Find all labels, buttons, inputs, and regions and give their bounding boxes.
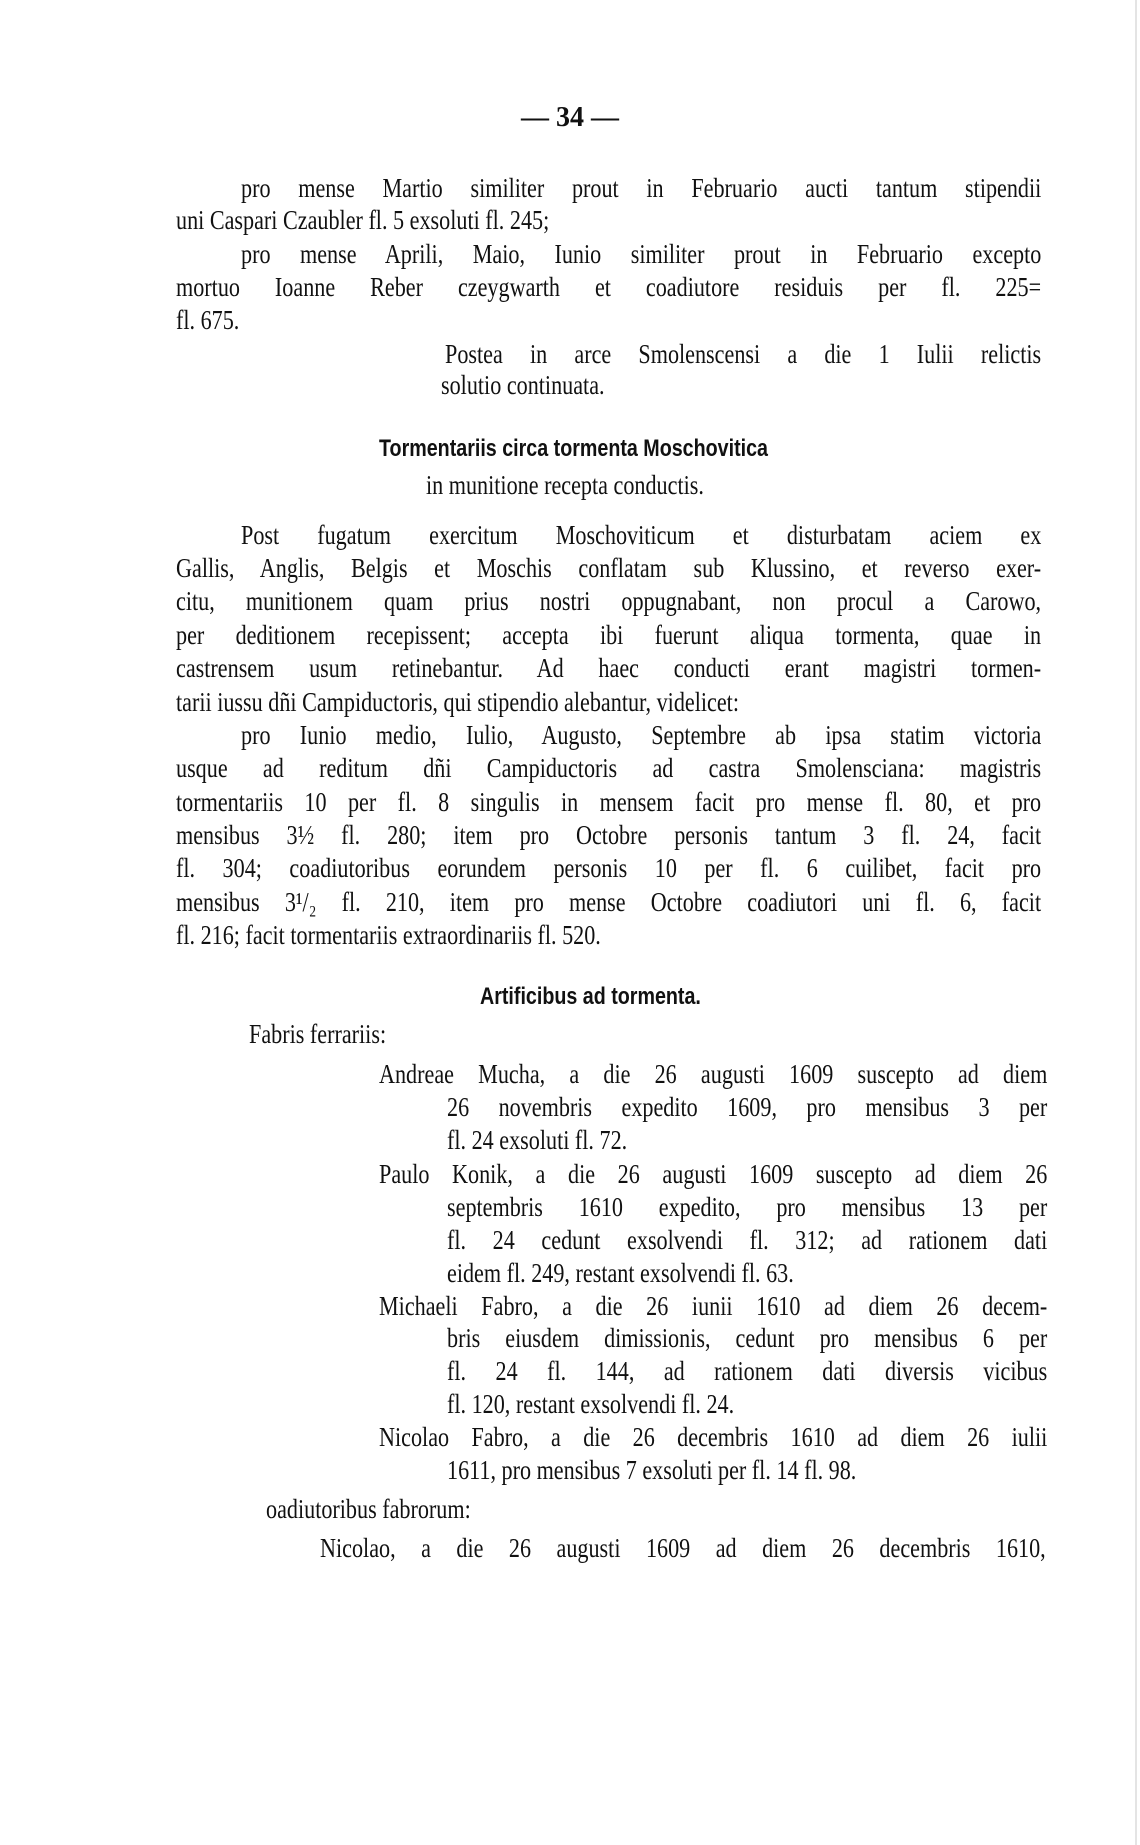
entry-line: 1611, pro mensibus 7 exsoluti per fl. 14 fl. 98. <box>447 1455 857 1485</box>
scan-edge <box>1135 0 1137 1845</box>
text-line: solutio continuata. <box>441 370 605 400</box>
entry-line: Nicolao, a die 26 augusti 1609 ad diem 26 decembris 1610, <box>320 1533 1046 1563</box>
text-line: pro mense Martio similiter prout in Februario aucti tantum stipendii <box>241 173 1042 203</box>
section-subheading: in munitione recepta conductis. <box>426 470 704 500</box>
entry-line: Andreae Mucha, a die 26 augusti 1609 suscepto ad diem <box>379 1059 1048 1089</box>
text-line: usque ad reditum dñi Campiductoris ad castra Smolensciana: magistris <box>176 753 1042 783</box>
text-line: tarii iussu dñi Campiductoris, qui stipendio alebantur, videlicet: <box>176 687 739 717</box>
subsection-label: Fabris ferrariis: <box>249 1019 387 1049</box>
text-line: Post fugatum exercitum Moschoviticum et disturbatam aciem ex <box>241 520 1042 550</box>
text-line: citu, munitionem quam prius nostri oppugnabant, non procul a Carowo, <box>176 586 1042 616</box>
text-line: fl. 304; coadiutoribus eorundem personis 10 per fl. 6 cuilibet, facit pro <box>176 853 1042 883</box>
entry-line: Paulo Konik, a die 26 augusti 1609 suscepto ad diem 26 <box>379 1159 1048 1189</box>
text-line: Gallis, Anglis, Belgis et Moschis conflatam sub Klussino, et reverso exer- <box>176 553 1042 583</box>
entry-line: fl. 24 cedunt exsolvendi fl. 312; ad rationem dati <box>447 1225 1048 1255</box>
text-line: mensibus 3¹/₂ fl. 210, item pro mense Octobre coadiutori uni fl. 6, facit <box>176 887 1042 917</box>
entry-line: septembris 1610 expedito, pro mensibus 13 per <box>447 1192 1048 1222</box>
text-line: Postea in arce Smolenscensi a die 1 Iulii relictis <box>445 339 1042 369</box>
entry-line: fl. 24 fl. 144, ad rationem dati diversis vicibus <box>447 1356 1048 1386</box>
text-line: fl. 675. <box>176 305 240 335</box>
text-line: mensibus 3½ fl. 280; item pro Octobre personis tantum 3 fl. 24, facit <box>176 820 1042 850</box>
entry-line: fl. 120, restant exsolvendi fl. 24. <box>447 1389 735 1419</box>
text-line: fl. 216; facit tormentariis extraordinariis fl. 520. <box>176 920 601 950</box>
text-line: uni Caspari Czaubler fl. 5 exsoluti fl. 245; <box>176 205 550 235</box>
text-line: tormentariis 10 per fl. 8 singulis in mensem facit pro mense fl. 80, et pro <box>176 787 1042 817</box>
entry-line: fl. 24 exsoluti fl. 72. <box>447 1125 628 1155</box>
section-heading: Tormentariis circa tormenta Moschovitica <box>379 435 768 462</box>
entry-line: 26 novembris expedito 1609, pro mensibus 3 per <box>447 1092 1048 1122</box>
text-line: pro Iunio medio, Iulio, Augusto, Septembre ab ipsa statim victoria <box>241 720 1042 750</box>
section-heading: Artificibus ad tormenta. <box>480 983 701 1010</box>
text-line: per deditionem recepissent; accepta ibi fuerunt aliqua tormenta, quae in <box>176 620 1042 650</box>
entry-line: eidem fl. 249, restant exsolvendi fl. 63. <box>447 1258 794 1288</box>
entry-line: bris eiusdem dimissionis, cedunt pro mensibus 6 per <box>447 1323 1048 1353</box>
text-line: castrensem usum retinebantur. Ad haec conducti erant magistri tormen- <box>176 653 1042 683</box>
entry-line: Nicolao Fabro, a die 26 decembris 1610 ad diem 26 iulii <box>379 1422 1048 1452</box>
text-line: mortuo Ioanne Reber czeygwarth et coadiutore residuis per fl. 225= <box>176 272 1042 302</box>
text-line: pro mense Aprili, Maio, Iunio similiter prout in Februario excepto <box>241 239 1042 269</box>
entry-line: Michaeli Fabro, a die 26 iunii 1610 ad diem 26 decem- <box>379 1291 1048 1321</box>
page-number: — 34 — <box>521 102 619 133</box>
subsection-label: oadiutoribus fabrorum: <box>266 1494 471 1524</box>
